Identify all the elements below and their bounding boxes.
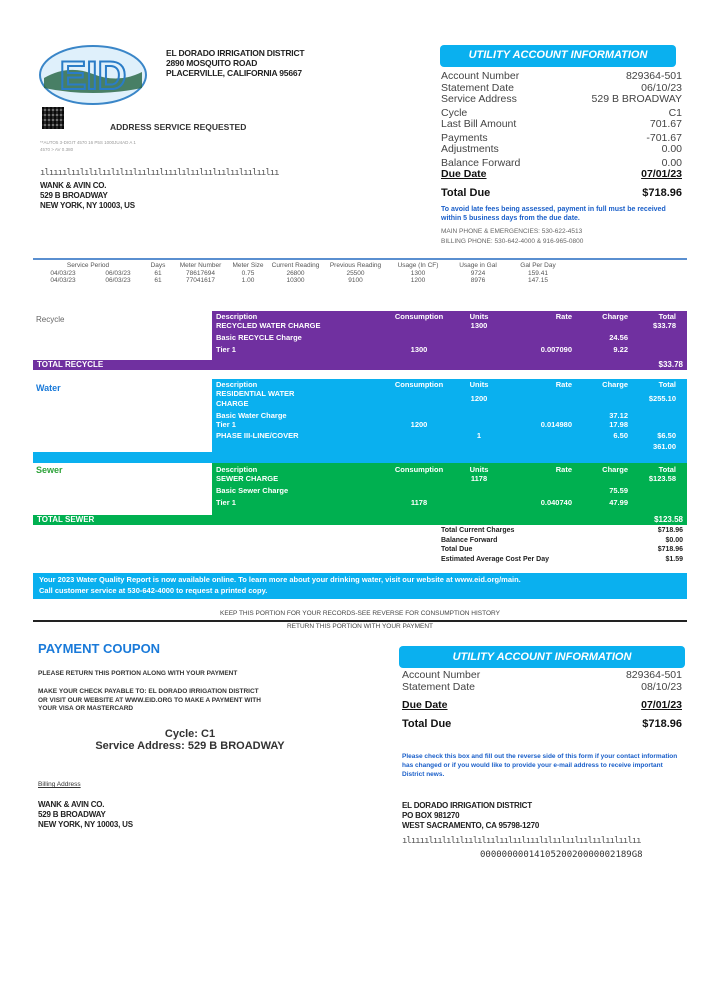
water-quality-banner: [33, 573, 687, 599]
charge-row: Basic Sewer Charge 75.59: [216, 486, 628, 495]
recycle-total-bar: TOTAL RECYCLE $33.78: [33, 360, 687, 370]
sewer-total-bar: TOTAL SEWER $123.58: [33, 515, 687, 525]
remit-barcode: ılıııılıılılılıılılıılıılıılııılılıılıılıılıılıılıılıı: [402, 836, 641, 846]
coupon-account-panel: [402, 670, 682, 730]
charge-row: RECYCLED WATER CHARGE 1300 $33.78: [216, 321, 676, 330]
late-fee-note: To avoid late fees being assessed, payment in full must be received within 5 business days from the due date.: [441, 206, 666, 222]
mailing-city: NEW YORK, NY 10003, US: [40, 201, 135, 210]
mail-codes: [40, 139, 136, 153]
charge-row: SEWER CHARGE 1178 $123.58: [216, 474, 676, 483]
mailing-street: 529 B BROADWAY: [40, 191, 108, 200]
tear-line: [33, 620, 687, 622]
org-street: 2890 MOSQUITO ROAD: [166, 58, 258, 68]
org-city: PLACERVILLE, CALIFORNIA 95667: [166, 68, 302, 78]
billing-address-label: Billing Address: [38, 781, 81, 788]
cycle-info: Cycle: C1: [164, 728, 216, 740]
coupon-account-info-header: UTILITY ACCOUNT INFORMATION: [399, 646, 685, 668]
charge-row: Tier 1 1200 0.014980 17.98: [216, 420, 628, 429]
banner-line-2: Call customer service at 530-642-4000 to request a printed copy.: [39, 585, 268, 595]
usage-row: 04/03/23 06/03/23 61 78617694 0.75 26800 25500 1300 9724 159.41: [50, 270, 548, 277]
statement-date-row: Statement Date 06/10/23: [441, 81, 682, 94]
summary-current-charges: Total Current Charges $718.96: [441, 527, 683, 534]
keep-portion-note: KEEP THIS PORTION FOR YOUR RECORDS-SEE REVERSE FOR CONSUMPTION HISTORY: [220, 610, 500, 617]
postal-barcode: ılıııılıılılılıılılıılıılıılııılılıılıılıılıılıılıılıı: [40, 168, 279, 178]
account-info-header: UTILITY ACCOUNT INFORMATION: [440, 45, 676, 67]
adjustments-row: Adjustments 0.00: [441, 143, 682, 155]
summary-avg-cost: Estimated Average Cost Per Day $1.59: [441, 555, 683, 563]
last-bill-row: Last Bill Amount 701.67: [441, 118, 682, 130]
usage-row: 04/03/23 06/03/23 61 77041617 1.00 10300 9100 1200 8976 147.15: [50, 277, 548, 284]
coupon-account-number: Account Number 829364-501: [402, 669, 682, 681]
org-name: EL DORADO IRRIGATION DISTRICT: [166, 48, 305, 58]
water-charges: [212, 379, 687, 463]
service-address-row: Service Address 529 B BROADWAY: [441, 93, 682, 105]
charge-row: Tier 1 1300 0.007090 9.22: [216, 345, 628, 354]
coupon-due-date: Due Date 07/01/23: [402, 699, 682, 711]
charge-row: Basic RECYCLE Charge 24.56: [216, 333, 628, 342]
banner-line-1: Your 2023 Water Quality Report is now available online. To learn more about your drinking water, visit our website at www.eid.org/main.: [39, 575, 521, 584]
contact-change-note: Please check this box and fill out the reverse side of this form if your contact information has changed or if you would like to provide your e-mail address to receive important District news.: [402, 753, 678, 778]
water-total-bar: [33, 452, 212, 463]
charge-row: Tier 1 1178 0.040740 47.99: [216, 498, 628, 507]
account-info-panel: [441, 71, 682, 247]
usage-table: [33, 262, 687, 284]
scan-line: 0000000001410520020000002189G8: [480, 850, 643, 860]
mail-code-1: **AUTO5 3-DIGIT 4570 16 P5S 1000JU4AD A 1: [40, 140, 136, 145]
total-due-row: Total Due $718.96: [441, 186, 682, 199]
return-portion-note: RETURN THIS PORTION WITH YOUR PAYMENT: [286, 623, 434, 630]
charge-header: Description Consumption Units Rate Charge Total: [216, 312, 676, 321]
eid-logo: [38, 44, 148, 106]
recycle-section: [33, 311, 687, 370]
water-label: Water: [36, 383, 61, 393]
recycle-label: Recycle: [36, 315, 65, 324]
section-divider: [33, 258, 687, 260]
sewer-section: [33, 463, 687, 525]
charge-row: PHASE III-LINE/COVER 1 6.50 $6.50: [216, 431, 676, 440]
district-address: [166, 48, 304, 78]
water-subtotal-row: 361.00: [653, 442, 676, 451]
payment-coupon-title: PAYMENT COUPON: [38, 641, 161, 656]
payable-instructions: MAKE YOUR CHECK PAYABLE TO: EL DORADO IRRIGATION DISTRICT OR VISIT OUR WEBSITE AT WWW.EID.ORG TO MAKE A PAYMENT WITH YOUR VISA OR MASTERCARD: [38, 688, 261, 712]
return-instruction: PLEASE RETURN THIS PORTION ALONG WITH YOUR PAYMENT: [38, 670, 238, 677]
summary-total-due: Total Due $718.96: [441, 546, 683, 553]
coupon-total-due: Total Due $718.96: [402, 717, 682, 730]
balance-forward-row: Balance Forward 0.00: [441, 156, 682, 169]
bill-summary: [441, 526, 683, 564]
due-date-row: Due Date 07/01/23: [441, 168, 682, 180]
service-address-info: Service Address: 529 B BROADWAY: [95, 740, 285, 752]
address-service-requested: ADDRESS SERVICE REQUESTED: [110, 122, 247, 132]
account-number-row: Account Number 829364-501: [441, 70, 682, 82]
remit-address: EL DORADO IRRIGATION DISTRICT PO BOX 981270 WEST SACRAMENTO, CA 95798-1270: [402, 801, 540, 830]
charge-row: Basic Water Charge 37.12: [216, 411, 628, 420]
payments-row: Payments -701.67: [441, 131, 682, 144]
qr-code-icon: [42, 107, 64, 129]
coupon-statement-date: Statement Date 08/10/23: [402, 680, 682, 693]
charge-header: Description Consumption Units Rate Charge Total: [216, 465, 676, 474]
usage-header: Service Period Days Meter Number Meter Size Current Reading Previous Reading Usage (In CF) Usage in Gal Gal Per Day: [66, 262, 556, 269]
mailing-address: [40, 181, 135, 211]
water-section: [33, 379, 687, 463]
charge-header: Description Consumption Units Rate Charge Total: [216, 380, 676, 389]
sewer-label: Sewer: [36, 465, 63, 475]
mail-code-2: 4570 > AV 0.380: [40, 147, 74, 152]
billing-phone: BILLING PHONE: 530-642-4000 & 916-965-0800: [441, 238, 584, 245]
recycle-charges: [212, 311, 687, 360]
svg-text:EID: EID: [59, 54, 127, 98]
billing-address: WANK & AVIN CO. 529 B BROADWAY NEW YORK, NY 10003, US: [38, 800, 133, 829]
cycle-row: Cycle C1: [441, 106, 682, 119]
sewer-charges: [212, 463, 687, 515]
mailing-name: WANK & AVIN CO.: [40, 181, 107, 190]
charge-row: RESIDENTIAL WATER CHARGE 1200 $255.10: [216, 389, 676, 408]
summary-balance-forward: Balance Forward $0.00: [441, 536, 683, 544]
main-phone: MAIN PHONE & EMERGENCIES: 530-622-4513: [441, 228, 583, 235]
